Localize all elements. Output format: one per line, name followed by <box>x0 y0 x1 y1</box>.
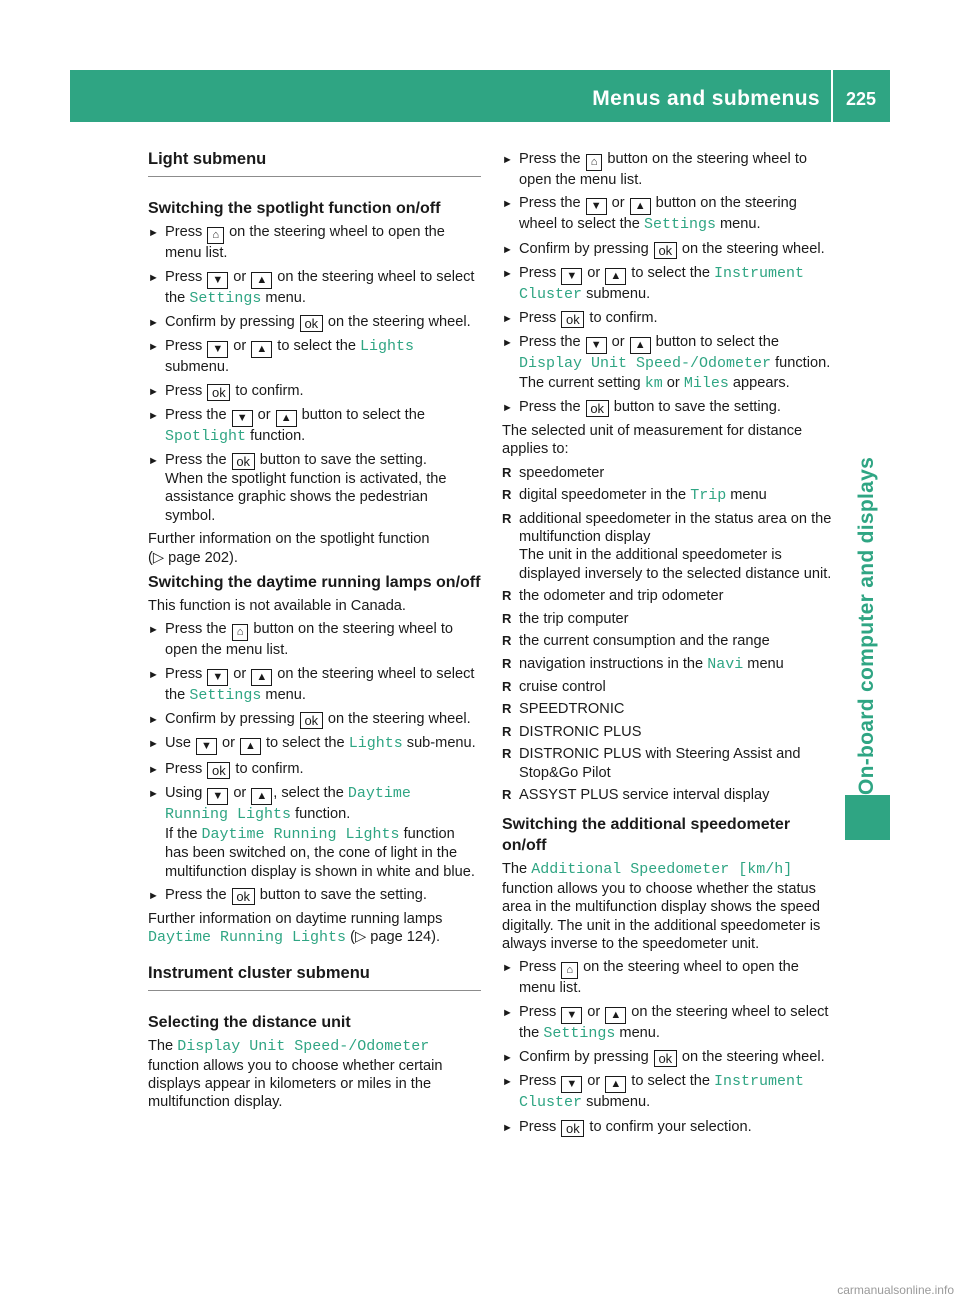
section-title: Menus and submenus <box>592 87 820 110</box>
step-spot-1: ► Press ⌂ on the steering wheel to open the menu list. <box>148 223 481 262</box>
up-arrow-icon: ▲ <box>251 669 272 686</box>
step-drl-2: ► Press ▼ or ▲ on the steering wheel to select the Settings menu. <box>148 665 481 705</box>
step-unit-6: ► Press the ▼ or ▲ button to select the Display Unit Speed-/Odometer function. The current setting km or Miles appears. <box>502 333 835 393</box>
up-arrow-icon: ▲ <box>240 738 261 755</box>
up-arrow-icon: ▲ <box>605 268 626 285</box>
home-icon: ⌂ <box>207 227 224 244</box>
page-header <box>70 70 890 122</box>
step-unit-7: ► Press the ok button to save the setting. <box>502 398 835 417</box>
ok-key-icon: ok <box>586 400 609 417</box>
distance-unit-description: The Display Unit Speed-/Odometer function allows you to choose whether certain displays appear in kilometers or miles in the multifunction display. <box>148 1038 443 1111</box>
down-arrow-icon: ▼ <box>207 788 228 805</box>
down-arrow-icon: ▼ <box>586 337 607 354</box>
ok-key-icon: ok <box>654 1050 677 1067</box>
list-item: R ASSYST PLUS service interval display <box>502 786 835 804</box>
heading-spotlight: Switching the spotlight function on/off <box>148 200 441 218</box>
home-icon: ⌂ <box>561 962 578 979</box>
up-arrow-icon: ▲ <box>276 410 297 427</box>
menu-term: Daytime Running Lights <box>148 929 347 947</box>
menu-term: Lights <box>360 338 415 356</box>
menu-term: Settings <box>643 216 716 234</box>
step-unit-5: ► Press ok to confirm. <box>502 309 835 328</box>
step-unit-3: ► Confirm by pressing ok on the steering wheel. <box>502 240 835 259</box>
menu-term: Settings <box>189 289 262 307</box>
up-arrow-icon: ▲ <box>605 1076 626 1093</box>
menu-term: Daytime Running Lights <box>165 785 411 824</box>
step-spot-2: ► Press ▼ or ▲ on the steering wheel to select the Settings menu. <box>148 268 481 308</box>
list-item: R additional speedometer in the status area on the multifunction display The unit in the additional speedometer is displayed inversely to the selected distance unit. <box>502 510 835 584</box>
right-column <box>502 150 835 1142</box>
watermark-url: carmanualsonline.info <box>837 1283 954 1297</box>
heading-instrument-cluster: Instrument cluster submenu <box>148 964 481 991</box>
page-number: 225 <box>845 89 877 109</box>
up-arrow-icon: ▲ <box>251 341 272 358</box>
menu-term: Instrument Cluster <box>519 1073 805 1112</box>
step-drl-7: ► Press the ok button to save the setting. <box>148 886 481 905</box>
step-unit-2: ► Press the ▼ or ▲ button on the steering wheel to select the Settings menu. <box>502 194 835 234</box>
down-arrow-icon: ▼ <box>207 272 228 289</box>
step-drl-4: ► Use ▼ or ▲ to select the Lights sub-menu. <box>148 734 481 755</box>
list-item: R DISTRONIC PLUS <box>502 723 835 741</box>
further-info-spotlight: Further information on the spotlight function (▷ page 202). <box>148 531 430 566</box>
step-spot-3: ► Confirm by pressing ok on the steering wheel. <box>148 313 481 332</box>
ok-key-icon: ok <box>207 384 230 401</box>
ok-key-icon: ok <box>207 762 230 779</box>
menu-term: Settings <box>543 1024 616 1042</box>
chapter-side-label <box>845 155 890 795</box>
step-spot-7: ► Press the ok button to save the setting. When the spotlight function is activated, the assistance graphic shows the pedestrian symbol. <box>148 451 481 525</box>
header-divider <box>831 70 833 122</box>
step-spot-4: ► Press ▼ or ▲ to select the Lights submenu. <box>148 337 481 376</box>
canada-note: This function is not available in Canada. <box>148 598 406 615</box>
step-unit-1: ► Press the ⌂ button on the steering wheel to open the menu list. <box>502 150 835 189</box>
ok-key-icon: ok <box>300 712 323 729</box>
ok-key-icon: ok <box>654 242 677 259</box>
heading-light-submenu: Light submenu <box>148 150 481 177</box>
ok-key-icon: ok <box>232 888 255 905</box>
list-item: R navigation instructions in the Navi menu <box>502 655 835 674</box>
menu-term: Trip <box>690 487 727 505</box>
step-spot-5: ► Press ok to confirm. <box>148 382 481 401</box>
up-arrow-icon: ▲ <box>251 788 272 805</box>
down-arrow-icon: ▼ <box>232 410 253 427</box>
heading-daytime-lamps: Switching the daytime running lamps on/off <box>148 574 481 592</box>
ok-key-icon: ok <box>232 453 255 470</box>
list-item: R digital speedometer in the Trip menu <box>502 486 835 505</box>
up-arrow-icon: ▲ <box>605 1007 626 1024</box>
down-arrow-icon: ▼ <box>561 1007 582 1024</box>
ok-key-icon: ok <box>300 315 323 332</box>
step-drl-5: ► Press ok to confirm. <box>148 760 481 779</box>
list-item: R the trip computer <box>502 610 835 628</box>
step-add-1: ► Press ⌂ on the steering wheel to open the menu list. <box>502 958 835 997</box>
down-arrow-icon: ▼ <box>561 1076 582 1093</box>
ok-key-icon: ok <box>561 311 584 328</box>
additional-speedometer-description: The Additional Speedometer [km/h] function allows you to choose whether the status area in the multifunction display shows the speed digitally. The unit in the additional speedometer is always inverse to the speedometer unit. <box>502 861 821 952</box>
heading-distance-unit: Selecting the distance unit <box>148 1014 351 1032</box>
down-arrow-icon: ▼ <box>207 341 228 358</box>
list-item: R DISTRONIC PLUS with Steering Assist and Stop&Go Pilot <box>502 745 835 782</box>
up-arrow-icon: ▲ <box>630 337 651 354</box>
list-item: R the current consumption and the range <box>502 632 835 650</box>
menu-term: Lights <box>348 735 403 753</box>
step-add-3: ► Confirm by pressing ok on the steering wheel. <box>502 1048 835 1067</box>
menu-term: Settings <box>189 686 262 704</box>
home-icon: ⌂ <box>586 154 603 171</box>
list-item: R SPEEDTRONIC <box>502 700 835 718</box>
down-arrow-icon: ▼ <box>586 198 607 215</box>
further-info-drl: Further information on daytime running lamps Daytime Running Lights (▷ page 124). <box>148 910 443 947</box>
down-arrow-icon: ▼ <box>196 738 217 755</box>
up-arrow-icon: ▲ <box>251 272 272 289</box>
step-drl-1: ► Press the ⌂ button on the steering wheel to open the menu list. <box>148 620 481 659</box>
chapter-tab-marker <box>845 795 890 840</box>
step-add-4: ► Press ▼ or ▲ to select the Instrument Cluster submenu. <box>502 1072 835 1112</box>
menu-term: Instrument Cluster <box>519 264 805 303</box>
menu-term: Display Unit Speed-/Odometer <box>177 1038 430 1056</box>
menu-term: Spotlight <box>165 427 247 445</box>
list-item: R the odometer and trip odometer <box>502 587 835 605</box>
applies-to-text: The selected unit of measurement for distance applies to: <box>502 423 803 458</box>
down-arrow-icon: ▼ <box>207 669 228 686</box>
step-drl-3: ► Confirm by pressing ok on the steering wheel. <box>148 710 481 729</box>
heading-additional-speedometer: Switching the additional speedometer on/off <box>502 816 791 855</box>
menu-term: Additional Speedometer [km/h] <box>531 861 793 879</box>
step-spot-6: ► Press the ▼ or ▲ button to select the Spotlight function. <box>148 406 481 446</box>
step-unit-4: ► Press ▼ or ▲ to select the Instrument Cluster submenu. <box>502 264 835 304</box>
list-item: R cruise control <box>502 678 835 696</box>
home-icon: ⌂ <box>232 624 249 641</box>
ok-key-icon: ok <box>561 1120 584 1137</box>
step-add-5: ► Press ok to confirm your selection. <box>502 1118 835 1137</box>
step-drl-6: ► Using ▼ or ▲ , select the Daytime Running Lights function. If the Daytime Running Lights function has been switched on, the cone of light in the multifunction display is shown in white and blue. <box>148 784 481 881</box>
up-arrow-icon: ▲ <box>630 198 651 215</box>
list-item: R speedometer <box>502 464 835 482</box>
menu-term: Miles <box>683 374 729 392</box>
step-add-2: ► Press ▼ or ▲ on the steering wheel to select the Settings menu. <box>502 1003 835 1043</box>
chapter-title: On-board computer and displays <box>855 456 878 795</box>
menu-term: Navi <box>707 655 744 673</box>
menu-term: km <box>644 374 663 392</box>
left-column <box>148 150 481 1117</box>
menu-term: Daytime Running Lights <box>201 825 400 843</box>
down-arrow-icon: ▼ <box>561 268 582 285</box>
menu-term: Display Unit Speed-/Odometer <box>519 355 772 373</box>
